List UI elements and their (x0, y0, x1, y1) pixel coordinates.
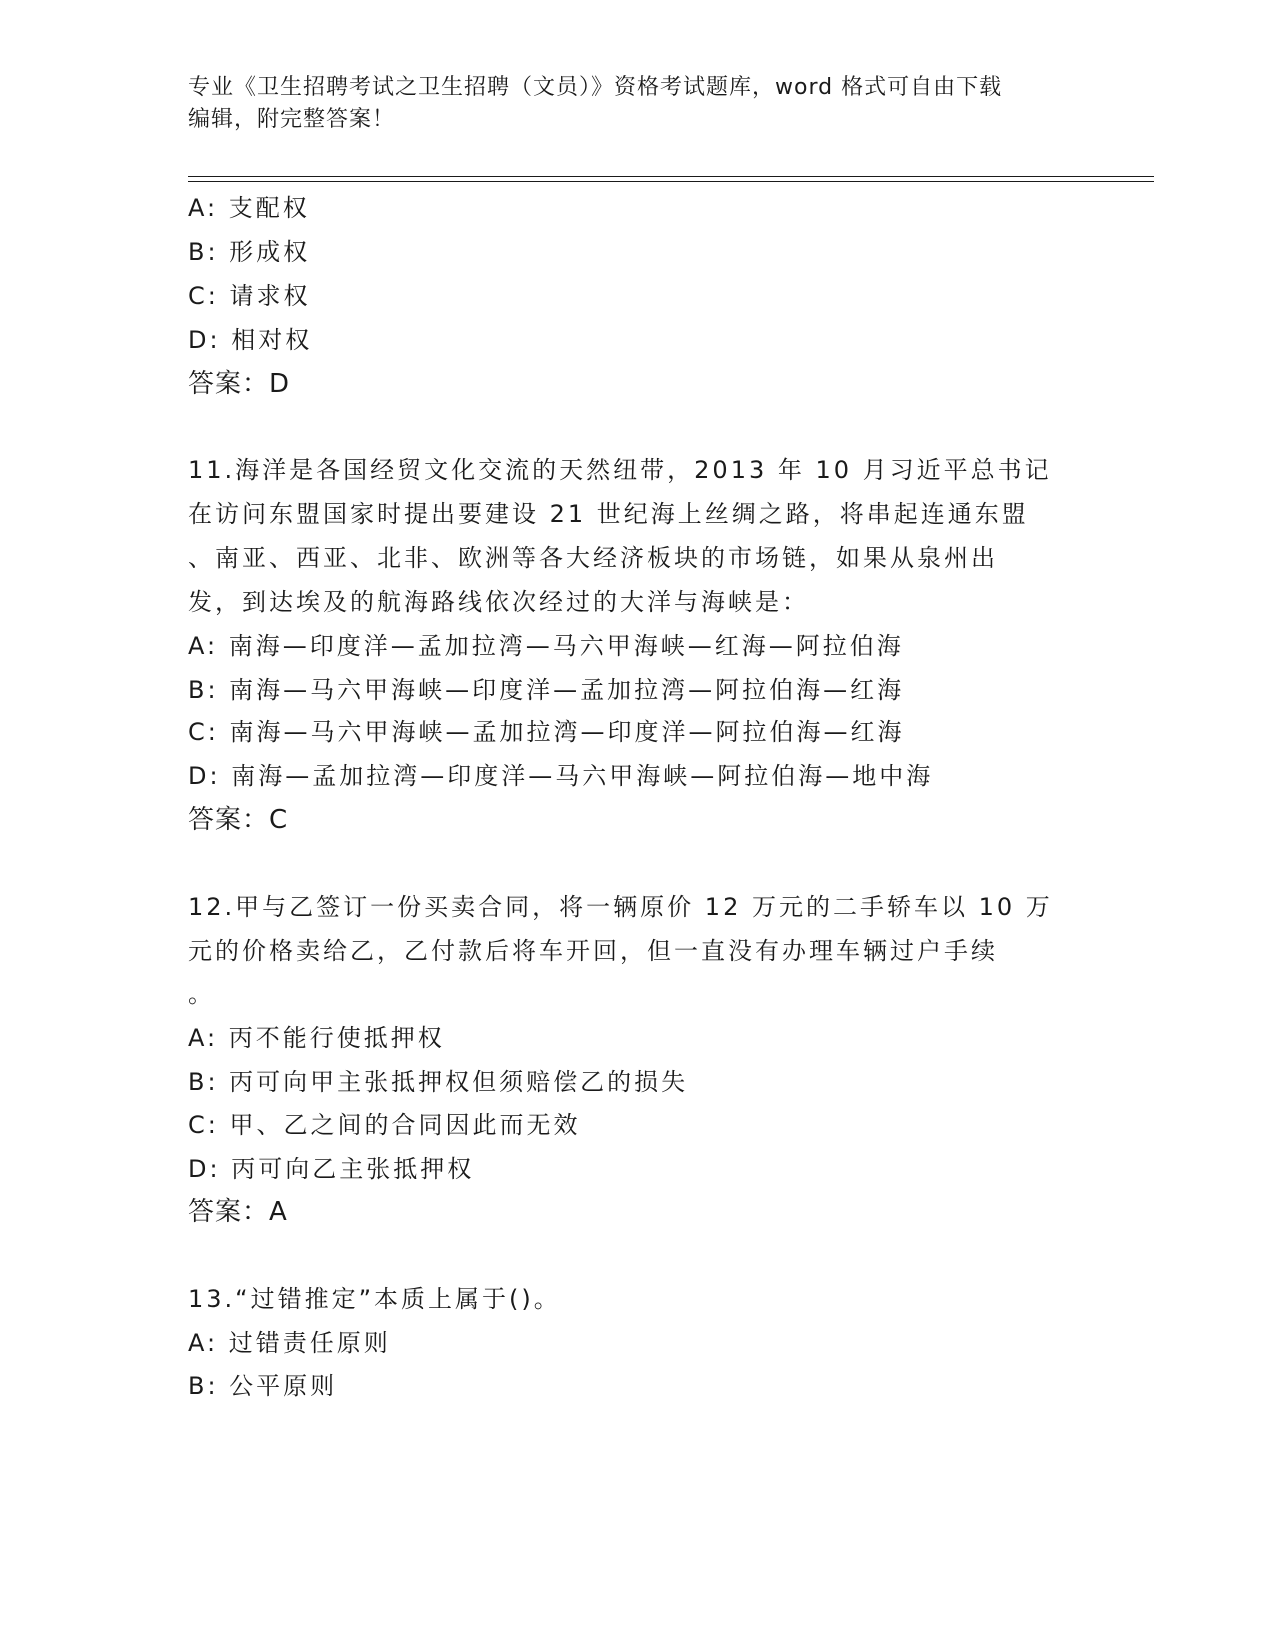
q10-option-c: C: 请求权 (188, 282, 311, 310)
q12-option-c: C: 甲、乙之间的合同因此而无效 (188, 1111, 581, 1139)
q13-option-a: A: 过错责任原则 (188, 1329, 391, 1357)
q13-stem-line-1: 13.“过错推定”本质上属于()。 (188, 1285, 561, 1313)
header-line-1: 专业《卫生招聘考试之卫生招聘（文员）》资格考试题库，word 格式可自由下载 (188, 75, 1003, 100)
q12-option-d: D: 丙可向乙主张抵押权 (188, 1155, 475, 1183)
q10-option-b: B: 形成权 (188, 238, 311, 266)
q11-option-a: A: 南海—印度洋—孟加拉湾—马六甲海峡—红海—阿拉伯海 (188, 632, 904, 660)
q11-option-c: C: 南海—马六甲海峡—孟加拉湾—印度洋—阿拉伯海—红海 (188, 718, 905, 746)
q11-stem-line-1: 11.海洋是各国经贸文化交流的天然纽带，2013 年 10 月习近平总书记 (188, 456, 1052, 484)
q10-option-d: D: 相对权 (188, 326, 313, 354)
q12-option-b: B: 丙可向甲主张抵押权但须赔偿乙的损失 (188, 1068, 689, 1096)
q11-stem-line-3: 、南亚、西亚、北非、欧洲等各大经济板块的市场链，如果从泉州出 (188, 544, 998, 572)
q13-option-b: B: 公平原则 (188, 1372, 338, 1400)
q11-option-d: D: 南海—孟加拉湾—印度洋—马六甲海峡—阿拉伯海—地中海 (188, 762, 934, 790)
q12-option-a: A: 丙不能行使抵押权 (188, 1024, 445, 1052)
document-header (188, 72, 1088, 136)
header-divider-bottom (188, 181, 1154, 182)
header-divider-top (188, 176, 1154, 177)
q11-answer: 答案：C (188, 805, 289, 835)
q12-answer: 答案：A (188, 1197, 288, 1227)
q12-stem-line-2: 元的价格卖给乙，乙付款后将车开回，但一直没有办理车辆过户手续 (188, 937, 998, 965)
q11-stem-line-2: 在访问东盟国家时提出要建设 21 世纪海上丝绸之路，将串起连通东盟 (188, 500, 1029, 528)
q10-option-a: A: 支配权 (188, 194, 310, 222)
q12-stem-line-3: 。 (188, 980, 215, 1008)
q11-option-b: B: 南海—马六甲海峡—印度洋—孟加拉湾—阿拉伯海—红海 (188, 676, 905, 704)
header-line-2: 编辑，附完整答案！ (188, 107, 396, 132)
q10-answer: 答案：D (188, 369, 291, 399)
q12-stem-line-1: 12.甲与乙签订一份买卖合同，将一辆原价 12 万元的二手轿车以 10 万 (188, 893, 1053, 921)
q11-stem-line-4: 发，到达埃及的航海路线依次经过的大洋与海峡是： (188, 588, 809, 616)
